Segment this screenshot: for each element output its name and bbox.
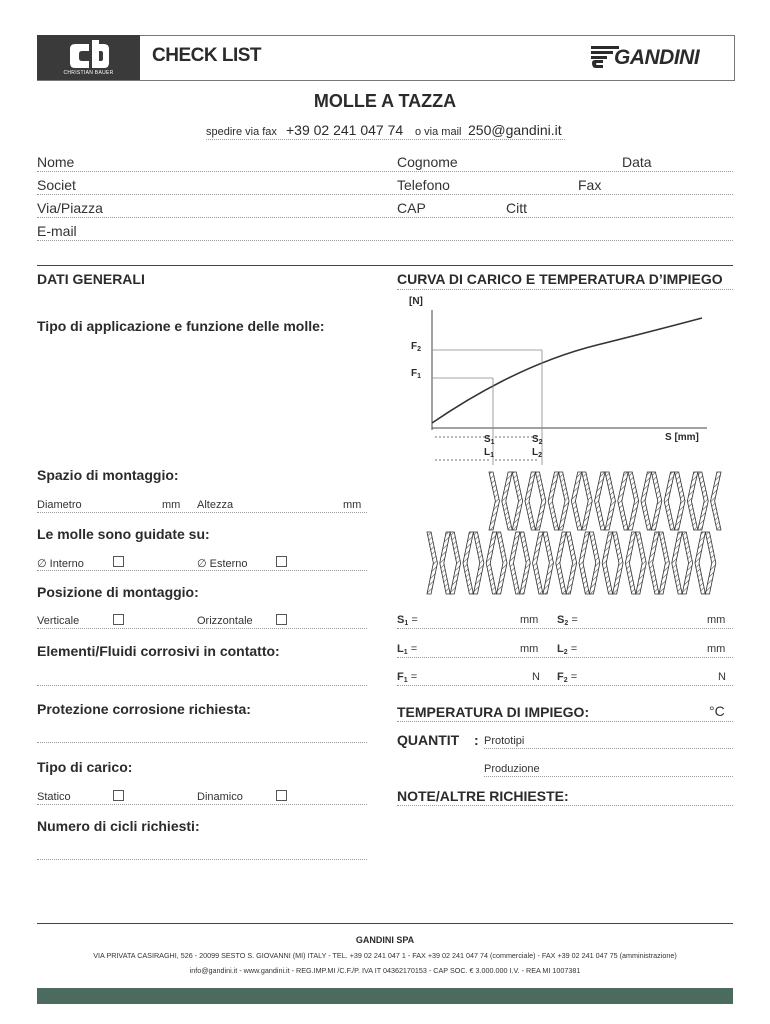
guidate-line: [37, 570, 367, 571]
footer-registration: info@gandini.it - www.gandini.it - REG.IMP.MI /C.F./P. IVA IT 04362170153 - CAP SOC. € 3.000.000 I.V. - REA MI 1007381: [189, 966, 581, 975]
note-heading: NOTE/ALTRE RICHIESTE:: [397, 788, 569, 804]
l2-letter: L: [532, 447, 539, 458]
disc-spring: [463, 532, 473, 594]
f2-value-unit: N: [718, 671, 726, 683]
carico-line: [37, 804, 367, 805]
gandini-logo: [590, 44, 730, 70]
quantita-heading: QUANTIT: [397, 732, 460, 748]
prototipi-line: [484, 748, 733, 749]
load-curve: [432, 318, 702, 423]
diametro-label: Diametro: [37, 499, 82, 511]
disc-spring: [450, 532, 460, 594]
s2-sub: 2: [538, 439, 543, 446]
disc-spring: [525, 472, 535, 530]
disc-spring: [605, 472, 615, 530]
applicazione-field[interactable]: [37, 340, 371, 462]
disc-spring: [649, 532, 659, 594]
disc-spring: [571, 472, 581, 530]
s1-value-unit: mm: [520, 614, 539, 626]
f2-value-field[interactable]: [580, 669, 710, 683]
statico-label: Statico: [37, 791, 71, 803]
esterno-checkbox[interactable]: [276, 556, 287, 567]
cicli-heading: Numero di cicli richiesti:: [37, 818, 200, 834]
fax-label: spedire via fax: [206, 126, 277, 138]
disc-spring: [705, 532, 715, 594]
f2-value-eq: =: [570, 671, 578, 683]
f2-letter: F: [411, 341, 418, 352]
disc-spring: [687, 472, 697, 530]
disc-spring: [664, 472, 674, 530]
temperatura-line: [397, 721, 733, 722]
s2-value-sub: 2: [564, 620, 569, 627]
disc-spring: [613, 532, 623, 594]
altezza-field[interactable]: [240, 497, 336, 511]
disc-spring: [695, 532, 705, 594]
f1-letter: F: [411, 368, 418, 379]
stack-free: [427, 532, 716, 594]
note-field[interactable]: [397, 810, 737, 914]
disc-spring: [535, 472, 545, 530]
diametro-field[interactable]: [86, 497, 158, 511]
f2-value-row: [557, 671, 577, 684]
fax-field-label: Fax: [578, 177, 602, 193]
produzione-line: [484, 776, 733, 777]
temperatura-field[interactable]: [608, 704, 703, 720]
statico-checkbox[interactable]: [113, 790, 124, 801]
s2-value-row: [557, 614, 578, 627]
f2-label: [411, 341, 421, 353]
carico-heading: Tipo di carico:: [37, 759, 133, 775]
disc-spring: [512, 472, 522, 530]
note-line: [397, 805, 733, 806]
l2-value-unit: mm: [707, 643, 726, 655]
dati-generali-heading: DATI GENERALI: [37, 271, 145, 287]
section-rule: [37, 265, 733, 266]
guidate-heading: Le molle sono guidate su:: [37, 526, 210, 542]
cb-logo: [37, 35, 140, 80]
data-field[interactable]: [656, 154, 732, 170]
diametro-unit: mm: [162, 499, 181, 511]
verticale-label: Verticale: [37, 615, 80, 627]
disc-spring: [497, 532, 507, 594]
via-field[interactable]: [108, 200, 390, 216]
dinamico-checkbox[interactable]: [276, 790, 287, 801]
disc-spring: [556, 532, 566, 594]
fax-number: +39 02 241 047 74: [286, 122, 404, 138]
f1-value-eq: =: [410, 671, 418, 683]
prototipi-label: Prototipi: [484, 735, 525, 747]
temperatura-unit: °C: [709, 703, 725, 719]
disc-spring: [473, 532, 483, 594]
cognome-field[interactable]: [460, 154, 615, 170]
values-line-2: [397, 657, 733, 658]
cicli-field[interactable]: [37, 842, 367, 858]
disc-spring: [427, 532, 437, 594]
s1-value-letter: S: [397, 614, 405, 626]
applicazione-heading: Tipo di applicazione e funzione delle molle:: [37, 318, 325, 334]
disc-spring: [579, 532, 589, 594]
f1-value-field[interactable]: [420, 669, 525, 683]
row-line-4: [37, 240, 733, 241]
posizione-line: [37, 628, 367, 629]
mail-label: o via mail: [415, 126, 462, 138]
telefono-field[interactable]: [456, 177, 571, 193]
s2-value-eq: =: [571, 614, 578, 626]
disc-spring: [628, 472, 638, 530]
footer-company: GANDINI SPA: [355, 935, 415, 945]
s1-value-sub: 1: [404, 620, 409, 627]
protezione-heading: Protezione corrosione richiesta:: [37, 701, 251, 717]
row-line-2: [37, 194, 733, 195]
dinamico-label: Dinamico: [197, 791, 243, 803]
altezza-label: Altezza: [197, 499, 234, 511]
axis-y-label: [N]: [409, 296, 423, 307]
disc-spring: [698, 472, 708, 530]
via-label: Via/Piazza: [37, 200, 103, 216]
citta-field[interactable]: [534, 200, 732, 216]
f2-sub: 2: [417, 346, 422, 353]
footer-bar: [37, 988, 733, 1004]
produzione-field[interactable]: [548, 761, 732, 775]
l1-value-unit: mm: [520, 643, 539, 655]
row-line-1: [37, 171, 733, 172]
l2-value-letter: L: [557, 643, 564, 655]
interno-label: ∅ Interno: [37, 558, 84, 570]
s1-sub: 1: [490, 439, 495, 446]
societa-field[interactable]: [84, 177, 390, 193]
protezione-line: [37, 742, 367, 743]
posizione-heading: Posizione di montaggio:: [37, 584, 199, 600]
f1-value-row: [397, 671, 417, 684]
s1-letter: S: [484, 434, 491, 445]
disc-spring: [489, 472, 499, 530]
row-line-3: [37, 217, 733, 218]
s2-value-unit: mm: [707, 614, 726, 626]
disc-spring: [520, 532, 530, 594]
esterno-label: ∅ Esterno: [197, 558, 248, 570]
interno-checkbox[interactable]: [113, 556, 124, 567]
email-field[interactable]: [84, 223, 732, 239]
l2-value-sub: 2: [563, 649, 568, 656]
disc-spring: [548, 472, 558, 530]
disc-spring: [651, 472, 661, 530]
corrosivi-field[interactable]: [37, 668, 367, 684]
l1-value-letter: L: [397, 643, 404, 655]
protezione-field[interactable]: [37, 725, 367, 741]
nome-label: Nome: [37, 154, 75, 170]
cicli-line: [37, 859, 367, 860]
temperatura-heading: TEMPERATURA DI IMPIEGO:: [397, 704, 590, 720]
fax-field[interactable]: [605, 177, 732, 193]
l1-label: [484, 447, 494, 459]
page-title: CHECK LIST: [152, 45, 261, 66]
l2-value-eq: =: [570, 643, 578, 655]
l1-value-sub: 1: [403, 649, 408, 656]
axis-x-label: S [mm]: [665, 432, 699, 443]
f1-value-sub: 1: [403, 677, 408, 684]
spazio-heading: Spazio di montaggio:: [37, 467, 179, 483]
s2-label: [532, 434, 543, 446]
s1-value-field[interactable]: [420, 612, 515, 626]
disc-spring: [582, 472, 592, 530]
disc-spring: [641, 472, 651, 530]
citta-label: Citt: [506, 200, 527, 216]
s2-value-field[interactable]: [580, 612, 700, 626]
disc-spring: [559, 472, 569, 530]
footer-address: VIA PRIVATA CASIRAGHI, 526 - 20099 SESTO S. GIOVANNI (MI) ITALY - TEL. +39 02 241 047 1 - FAX +39 02 241 047 74 (commerciale) - FAX +39 02 241 047 75 (amministrazione): [93, 951, 677, 960]
f1-value-unit: N: [532, 671, 540, 683]
disc-spring: [672, 532, 682, 594]
stack-compressed: [489, 472, 721, 530]
l2-label: [532, 447, 542, 459]
disc-spring: [659, 532, 669, 594]
doc-title: MOLLE A TAZZA: [313, 91, 457, 111]
l1-sub: 1: [490, 452, 495, 459]
l1-value-field[interactable]: [420, 641, 515, 655]
disc-spring: [625, 532, 635, 594]
l2-value-row: [557, 643, 577, 656]
data-label: Data: [622, 154, 652, 170]
s2-letter: S: [532, 434, 539, 445]
nome-field[interactable]: [80, 154, 390, 170]
disc-spring-stack: [397, 470, 733, 595]
orizzontale-label: Orizzontale: [197, 615, 253, 627]
l1-value-row: [397, 643, 417, 656]
disc-spring: [636, 532, 646, 594]
prototipi-field[interactable]: [540, 733, 732, 747]
disc-spring: [682, 532, 692, 594]
disc-spring: [440, 532, 450, 594]
email-label: E-mail: [37, 223, 77, 239]
mail-address: 250@gandini.it: [468, 122, 562, 138]
s1-label: [484, 434, 495, 446]
corrosivi-heading: Elementi/Fluidi corrosivi in contatto:: [37, 643, 280, 659]
gandini-logo-text: GANDINI: [614, 46, 700, 69]
f2-value-sub: 2: [563, 677, 568, 684]
disc-spring: [543, 532, 553, 594]
produzione-label: Produzione: [484, 763, 540, 775]
curva-heading: CURVA DI CARICO E TEMPERATURA D’IMPIEGO: [397, 271, 723, 287]
f1-label: [411, 368, 421, 380]
quantita-colon: :: [474, 732, 479, 748]
l1-value-eq: =: [410, 643, 418, 655]
cognome-label: Cognome: [397, 154, 458, 170]
l2-sub: 2: [538, 452, 543, 459]
cb-logo-name: CHRISTIAN BAUER: [63, 70, 114, 76]
s1-value-eq: =: [411, 614, 418, 626]
disc-spring: [602, 532, 612, 594]
fax-underline: [206, 139, 565, 140]
cap-field[interactable]: [430, 200, 500, 216]
disc-spring: [486, 532, 496, 594]
cap-label: CAP: [397, 200, 426, 216]
values-line-3: [397, 685, 733, 686]
disc-spring: [533, 532, 543, 594]
disc-spring: [509, 532, 519, 594]
s2-value-letter: S: [557, 614, 565, 626]
s1-value-row: [397, 614, 418, 627]
disc-spring: [711, 472, 721, 530]
disc-spring: [566, 532, 576, 594]
values-line-1: [397, 628, 733, 629]
l1-letter: L: [484, 447, 491, 458]
disc-spring: [618, 472, 628, 530]
verticale-checkbox[interactable]: [113, 614, 124, 625]
disc-spring: [675, 472, 685, 530]
corrosivi-line: [37, 685, 367, 686]
f2-value-letter: F: [557, 671, 564, 683]
f1-sub: 1: [417, 373, 422, 380]
altezza-unit: mm: [343, 499, 362, 511]
l2-value-field[interactable]: [580, 641, 700, 655]
f1-value-letter: F: [397, 671, 404, 683]
disc-spring: [589, 532, 599, 594]
societa-label: Societ: [37, 177, 76, 193]
orizzontale-checkbox[interactable]: [276, 614, 287, 625]
spazio-line: [37, 512, 367, 513]
telefono-label: Telefono: [397, 177, 450, 193]
disc-spring: [502, 472, 512, 530]
footer-rule: [37, 923, 733, 924]
disc-spring: [595, 472, 605, 530]
